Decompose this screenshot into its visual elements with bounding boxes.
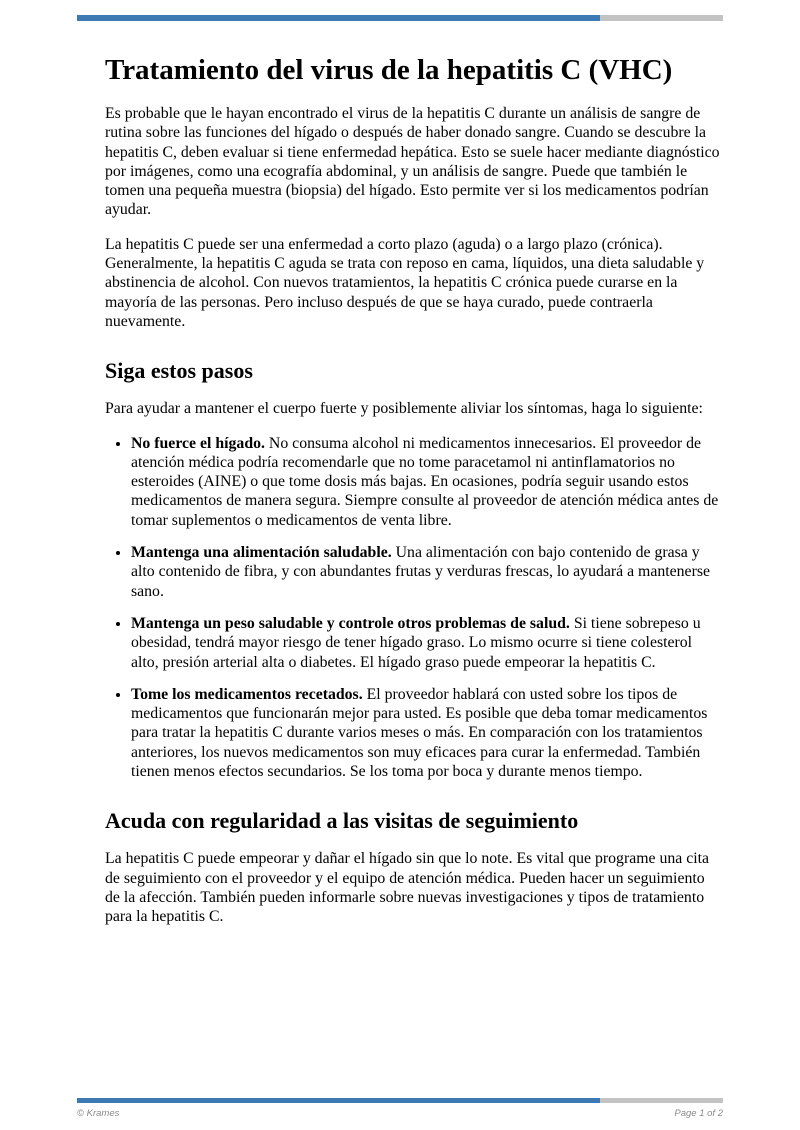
document-content	[77, 21, 723, 927]
list-item	[131, 543, 723, 601]
steps-intro-paragraph: Para ayudar a mantener el cuerpo fuerte y posiblemente aliviar los síntomas, haga lo siguiente:	[105, 400, 703, 418]
bullet-lead-text: No fuerce el hígado.	[131, 434, 265, 452]
section-heading-steps: Siga estos pasos	[105, 358, 253, 384]
page-title: Tratamiento del virus de la hepatitis C (VHC)	[105, 54, 673, 86]
page-footer	[77, 1098, 723, 1119]
bullet-lead-text: Tome los medicamentos recetados.	[131, 685, 363, 703]
list-item	[131, 685, 723, 781]
list-item	[131, 614, 723, 672]
footer-row	[77, 1103, 723, 1119]
section-heading-followup: Acuda con regularidad a las visitas de seguimiento	[105, 808, 579, 834]
bullet-body-text: No consuma alcohol ni medicamentos innecesarios. El proveedor de atención médica podría recomendarle que no tome paracetamol ni antinflamatorios no esteroides (AINE) o que tome dosis más bajas. En ocasiones, podría seguir usando estos medicamentos de manera segura. Siempre consulte al proveedor de atención médica antes de tomar suplementos o medicamentos de venta libre.	[131, 434, 719, 529]
copyright-label: © Krames	[77, 1108, 120, 1119]
bullet-body-text: Una alimentación con bajo contenido de grasa y alto contenido de fibra, y con abundantes frutas y verduras frescas, lo ayudará a mantenerse sano.	[131, 544, 710, 600]
divider-gray-segment	[600, 1098, 723, 1103]
bottom-divider-bar	[77, 1098, 723, 1103]
intro-paragraph-1: Es probable que le hayan encontrado el virus de la hepatitis C durante un análisis de sangre de rutina sobre las funciones del hígado o después de haber donado sangre. Cuando se descubre la hepatitis C, deben evaluar si tiene enfermedad hepática. Esto se suele hacer mediante diagnóstico por imágenes, como una ecografía abdominal, y un análisis de sangre. Puede que también le tomen una pequeña muestra (biopsia) del hígado. Esto permite ver si los medicamentos podrían ayudar.	[105, 105, 720, 219]
intro-paragraph-2: La hepatitis C puede ser una enfermedad a corto plazo (aguda) o a largo plazo (crónica). Generalmente, la hepatitis C aguda se trata con reposo en cama, líquidos, una dieta saludable y abstinencia de alcohol. Con nuevos tratamientos, la hepatitis C crónica puede curarse en la mayoría de las personas. Pero incluso después de que se haya curado, puede contraerla nuevamente.	[105, 235, 705, 330]
list-item	[131, 434, 723, 530]
divider-blue-segment	[77, 1098, 600, 1103]
page-number-label: Page 1 of 2	[674, 1108, 723, 1119]
bullet-body-text: Si tiene sobrepeso u obesidad, tendrá mayor riesgo de tener hígado graso. Lo mismo ocurre si tiene colesterol alto, presión arterial alta o diabetes. El hígado graso puede empeorar la hepatitis C.	[131, 614, 701, 671]
followup-paragraph: La hepatitis C puede empeorar y dañar el hígado sin que lo note. Es vital que programe una cita de seguimiento con el proveedor y el equipo de atención médica. Pueden hacer un seguimiento de la afección. También pueden informarle sobre nuevas investigaciones y tipos de tratamiento para la hepatitis C.	[105, 850, 710, 926]
bullet-lead-text: Mantenga un peso saludable y controle otros problemas de salud.	[131, 614, 570, 632]
steps-list	[105, 434, 723, 782]
bullet-body-text: El proveedor hablará con usted sobre los tipos de medicamentos que funcionarán mejor para usted. Es posible que deba tomar medicamentos para tratar la hepatitis C durante varios meses o más. En comparación con los tratamientos anteriores, los nuevos medicamentos son muy eficaces para curar la enfermedad. También tienen menos efectos secundarios. Se los toma por boca y durante menos tiempo.	[131, 685, 708, 781]
bullet-lead-text: Mantenga una alimentación saludable.	[131, 544, 392, 562]
